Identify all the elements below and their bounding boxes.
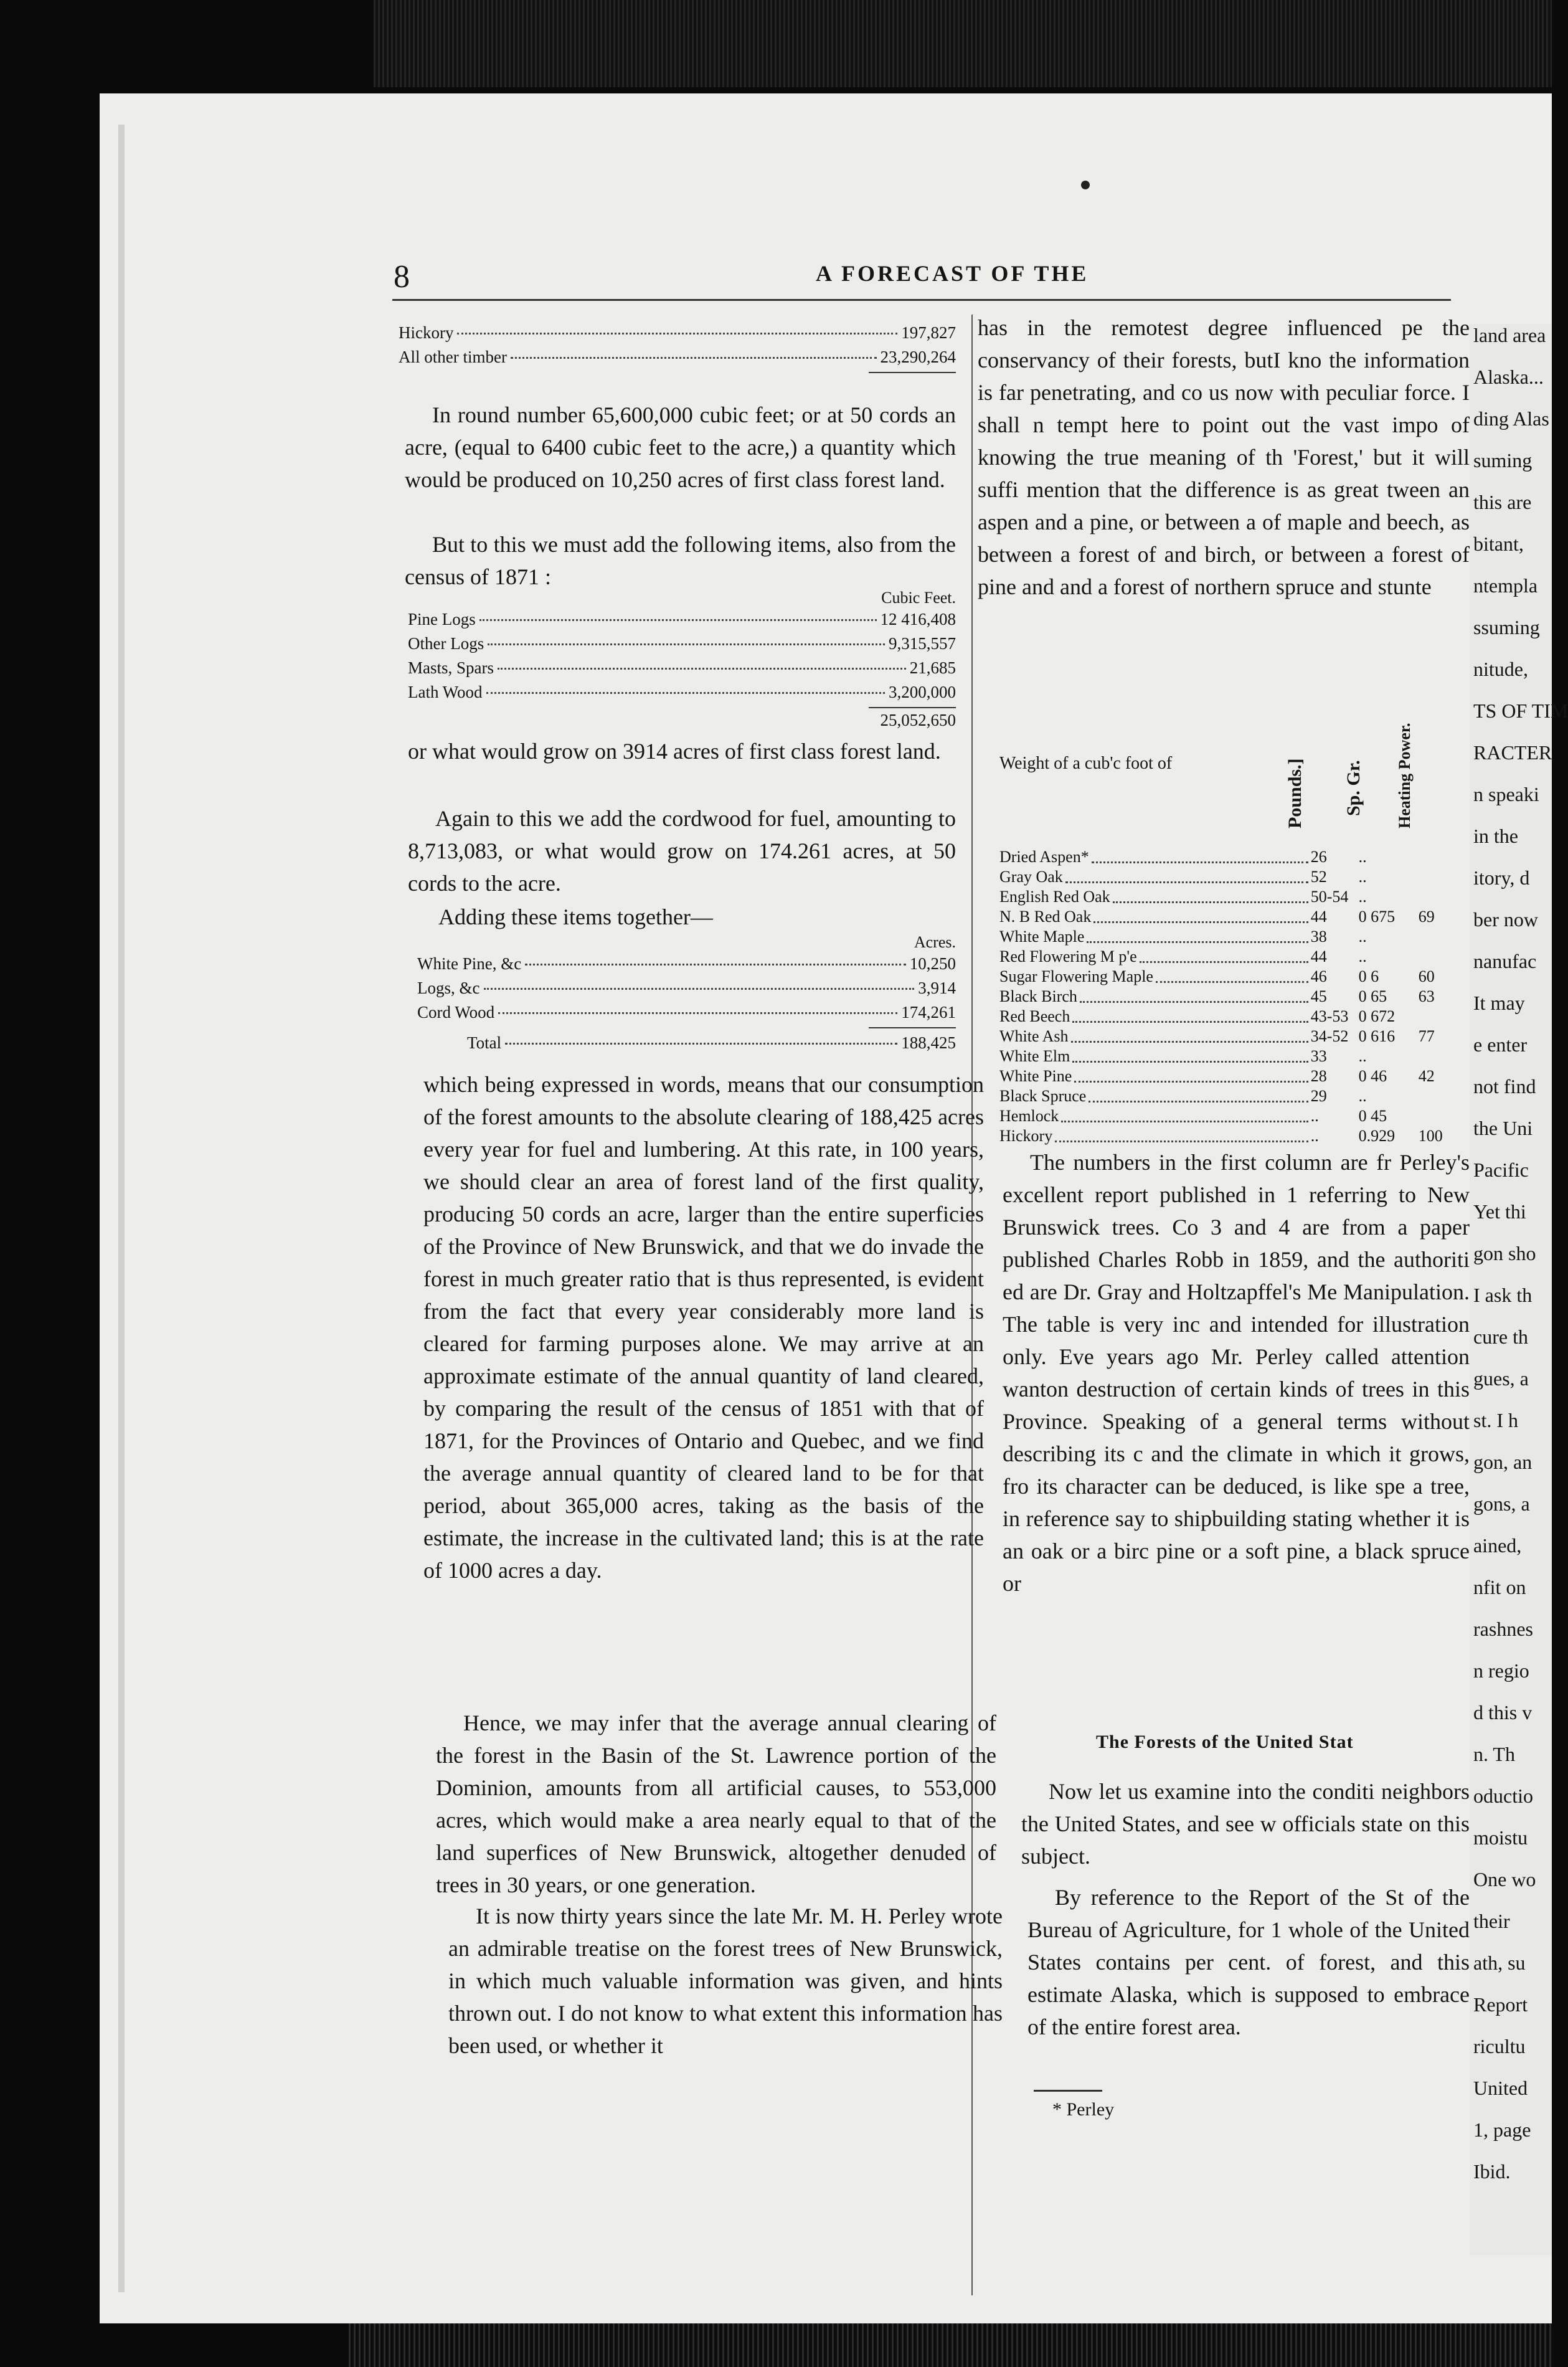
table-row: Logs, &c 3,914 [417,979,956,997]
table-row: White Pine, &c 10,250 [417,954,956,973]
text-fragment: ntempla [1473,574,1538,597]
table-row: Cord Wood 174,261 [417,1003,956,1022]
items-total: 25,052,650 [880,711,956,729]
pounds-cell: .. [1310,1107,1319,1125]
pounds-cell: 45 [1310,987,1327,1005]
table-row: Other Logs 9,315,557 [408,634,956,653]
table-row: All other timber 23,290,264 [399,348,956,366]
sum-rule [869,1027,956,1028]
header-rule [392,299,1451,301]
text-fragment: gon sho [1473,1242,1536,1264]
paragraph: But to this we must add the following items, also from the census of 1871 : [405,532,956,589]
pounds-cell: 28 [1310,1067,1327,1085]
tree-name: Red Beech [999,1007,1070,1025]
tree-name: Black Birch [999,987,1077,1005]
specific-gravity-cell: .. [1358,927,1367,946]
text-fragment: One wo [1473,1868,1536,1890]
specific-gravity-cell: 0 45 [1358,1107,1387,1125]
page-number: 8 [394,259,410,295]
column-header: Acres. [914,933,956,951]
paragraph: Now let us examine into the conditi neighbors the United States, and see w officials state on this subject. [1021,1779,1470,1869]
text-fragment: land area [1473,324,1546,346]
text-fragment: itory, d [1473,866,1530,889]
paragraph: Adding these items together— [438,904,713,929]
text-fragment: in the [1473,825,1518,847]
text-fragment: I ask th [1473,1284,1533,1306]
pounds-cell: 46 [1310,967,1327,985]
text-fragment: TS OF TIM [1473,700,1568,722]
text-fragment: United [1473,2077,1528,2099]
column-header: Pounds.] [1285,758,1305,828]
text-fragment: not find [1473,1075,1536,1098]
table-caption: Weight of a cub'c foot of [999,754,1173,773]
text-fragment: Alaska... [1473,366,1544,388]
tree-name: White Elm [999,1047,1070,1065]
text-fragment: nfit on [1473,1576,1526,1598]
heating-power-cell: 63 [1418,987,1435,1005]
text-fragment: gon, an [1473,1451,1533,1473]
tree-name: Hemlock [999,1107,1059,1125]
text-fragment: It may [1473,992,1525,1014]
table-row: Total 188,425 [467,1033,956,1052]
paragraph: In round number 65,600,000 cubic feet; or at 50 cords an acre, (equal to 6400 cubic feet to the acre,) a quantity which would be produced on 10,250 acres of first class forest land. [405,402,956,492]
text-fragment: ath, su [1473,1952,1526,1974]
footnote: * Perley [1052,2099,1115,2120]
pounds-cell: .. [1310,1127,1319,1145]
specific-gravity-cell: 0.929 [1358,1127,1396,1145]
specific-gravity-cell: 0 46 [1358,1067,1387,1085]
text-fragment: n. Th [1473,1743,1515,1765]
tree-name: White Maple [999,927,1085,946]
pounds-cell: 44 [1310,908,1327,926]
tree-name: Red Flowering M p'e [999,947,1137,965]
column-header: Sp. Gr. [1343,760,1364,816]
pounds-cell: 34-52 [1310,1027,1349,1045]
text-fragment: RACTER [1473,741,1552,764]
heating-power-cell: 100 [1418,1127,1443,1145]
scan-border-bottom [349,2323,1552,2367]
text-fragment: suming [1473,449,1533,472]
pounds-cell: 38 [1310,927,1327,946]
pounds-cell: 52 [1310,868,1327,886]
specific-gravity-cell: .. [1358,1047,1367,1065]
column-header: Cubic Feet. [881,589,956,607]
sum-rule [869,707,956,708]
text-fragment: n regio [1473,1659,1529,1682]
weight-table [999,847,1460,1146]
specific-gravity-cell: .. [1358,888,1367,906]
tree-name: N. B Red Oak [999,908,1092,926]
text-fragment: this are [1473,491,1532,513]
pounds-cell: 43-53 [1310,1007,1349,1025]
text-fragment: st. I h [1473,1409,1518,1431]
tree-name: White Ash [999,1027,1069,1045]
specific-gravity-cell: 0 675 [1358,908,1396,926]
paragraph: Hence, we may infer that the average annual clearing of the forest in the Basin of the St. Lawrence portion of the Dominion, amounts from all artificial causes, to 553,000 acres, which would make a area nearly equal to that of the land superfices of New Brunswick, altogether denuded of trees in 30 years, or one generation. [436,1710,996,1897]
text-fragment: rashnes [1473,1618,1533,1640]
table-row: Masts, Spars 21,685 [408,658,956,677]
weight-table-header [999,723,1460,841]
pounds-cell: 29 [1310,1087,1327,1105]
specific-gravity-cell: 0 65 [1358,987,1387,1005]
paragraph: has in the remotest degree influenced pe the conservancy of their forests, butI kno the information is far penetrating, and co us now with peculiar force. I shall n tempt here to point out the vast impo of knowing the true meaning of th 'Forest,' but it will suffi mention that the difference is as great tween an aspen and a pine, or between a of maple and beech, as between a forest of and birch, or between a forest of pine and and a forest of northern spruce and stunte [978,315,1470,599]
pounds-cell: 33 [1310,1047,1327,1065]
acres-table [417,933,956,1055]
text-fragment: gons, a [1473,1492,1530,1515]
text-fragment: Ibid. [1473,2160,1511,2183]
text-fragment: cure th [1473,1326,1528,1348]
specific-gravity-cell: .. [1358,947,1367,965]
text-fragment: ber now [1473,908,1538,931]
text-fragment: ained, [1473,1534,1522,1557]
tree-name: Sugar Flowering Maple [999,967,1153,985]
text-fragment: n speaki [1473,783,1539,805]
paragraph: which being expressed in words, means that our consumption of the forest amounts to the absolute clearing of 188,425 acres every year for fuel and lumbering. At this rate, in 100 years, we should clear an area of forest land of the first quality, producing 50 cords an acre, larger than the entire superficies of the Province of New Brunswick, and that we do invade the forest in much greater ratio that is thus represented, is evident from the fact that every year considerably more land is cleared for farming purposes alone. We may arrive at an approximate estimate of the annual quantity of land cleared, by comparing the result of the census of 1851 with that of 1871, for the Provinces of Ontario and Quebec, and we find the average annual quantity of cleared land to be for that period, about 365,000 acres, taking as the basis of the estimate, the increase in the cultivated land; this is at the rate of 1000 acres a day. [423,1072,984,1583]
timber-table [399,321,956,376]
scan-border-top [374,0,1552,87]
text-fragment: ding Alas [1473,407,1549,430]
footnote-rule [1034,2090,1102,2092]
specific-gravity-cell: 0 6 [1358,967,1379,985]
paragraph: By reference to the Report of the St of the Bureau of Agriculture, for 1 whole of the United States contains per cent. of forest, and this estimate Alaska, which is supposed to embrace of the entire forest area. [1027,1885,1470,2039]
heating-power-cell: 60 [1418,967,1435,985]
table-row: Lath Wood 3,200,000 [408,683,956,701]
text-fragment: gues, a [1473,1367,1529,1390]
specific-gravity-cell: 0 672 [1358,1007,1396,1025]
section-heading: The Forests of the United Stat [1096,1732,1354,1752]
tree-name: White Pine [999,1067,1072,1085]
heating-power-cell: 69 [1418,908,1435,926]
items-table [408,589,956,730]
text-fragment: nanufac [1473,950,1537,972]
paragraph: The numbers in the first column are fr Perley's excellent report published in 1 referring to New Brunswick trees. Co 3 and 4 are from a paper published Charles Robb in 1859, and the authoriti ed are Dr. Gray and Holtzapffel's Me Manipulation. The table is very inc and intended for illustration only. Eve years ago Mr. Perley called attention wanton destruction of certain kinds of trees in this Province. Speaking of a general terms without describing its c and the climate in which it grows, fro its character can be deduced, is like spe a tree, in reference say to shipbuilding stating whether it is an oak or a birc pine or a soft pine, a black spruce or [1003,1150,1470,1596]
paragraph: It is now thirty years since the late Mr. M. H. Perley wrote an admirable treatise on the forest trees of New Brunswick, in which much valuable information was given, and hints thrown out. I do not know to what extent this information has been used, or whether it [448,1904,1003,2058]
table-row: Pine Logs 12 416,408 [408,610,956,629]
column-header: Heating Power. [1396,723,1414,828]
pounds-cell: 44 [1310,947,1327,965]
text-fragment: Pacific [1473,1159,1529,1181]
tree-name: Hickory [999,1127,1053,1145]
heating-power-cell: 42 [1418,1067,1435,1085]
text-fragment: nitude, [1473,658,1528,680]
paragraph: or what would grow on 3914 acres of first class forest land. [408,739,941,764]
text-fragment: Yet thi [1473,1200,1526,1223]
pounds-cell: 50-54 [1310,888,1349,906]
next-page-fragments [1470,324,1568,2255]
text-fragment: ssuming [1473,616,1540,638]
specific-gravity-cell: .. [1358,1087,1367,1105]
text-fragment: Report [1473,1993,1528,2016]
specific-gravity-cell: .. [1358,848,1367,866]
text-fragment: e enter [1473,1033,1528,1056]
tree-name: Dried Aspen* [999,848,1089,866]
table-row [999,1126,1460,1146]
text-fragment: moistu [1473,1826,1528,1849]
tree-name: Gray Oak [999,868,1063,886]
text-fragment: oductio [1473,1785,1533,1807]
heating-power-cell: 77 [1418,1027,1435,1045]
text-fragment: d this v [1473,1701,1533,1724]
text-fragment: 1, page [1473,2118,1531,2141]
tree-name: English Red Oak [999,888,1110,906]
pounds-cell: 26 [1310,848,1327,866]
text-fragment: the Uni [1473,1117,1533,1139]
tree-name: Black Spruce [999,1087,1087,1105]
binding-edge [118,125,125,2292]
text-fragment: ricultu [1473,2035,1526,2057]
table-row: Hickory 197,827 [399,323,956,342]
ink-dot [1081,181,1090,189]
specific-gravity-cell: 0 616 [1358,1027,1396,1045]
specific-gravity-cell: .. [1358,868,1367,886]
paragraph: Again to this we add the cordwood for fuel, amounting to 8,713,083, or what would grow on 174.261 acres, at 50 cords to the acre. [408,806,956,896]
sum-rule [869,372,956,373]
text-fragment: bitant, [1473,533,1524,555]
running-title: A FORECAST OF THE [816,261,1089,286]
text-fragment: their [1473,1910,1510,1932]
